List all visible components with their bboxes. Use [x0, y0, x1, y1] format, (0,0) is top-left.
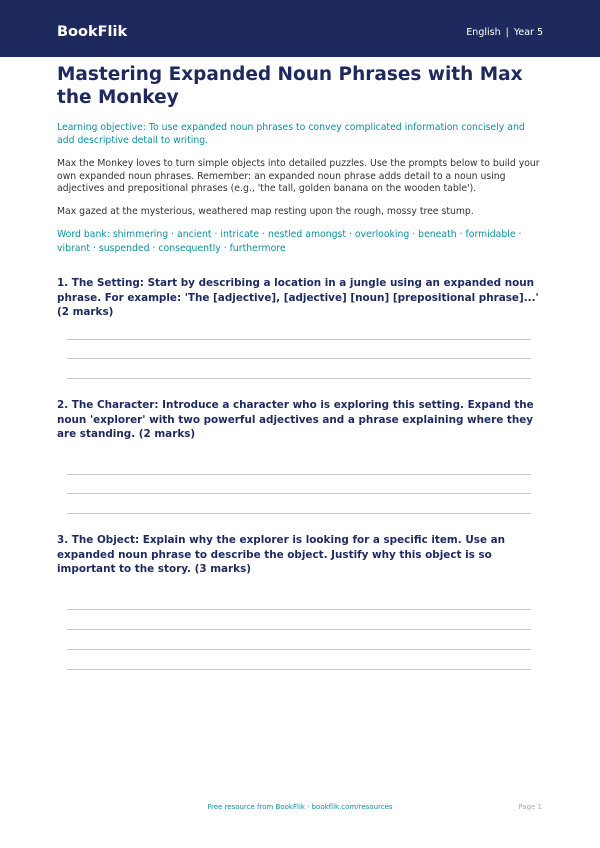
subject-year-label	[466, 27, 543, 39]
answer-line[interactable]	[67, 378, 531, 379]
answer-line[interactable]	[67, 493, 531, 494]
subject-label: English	[466, 27, 501, 38]
answer-line[interactable]	[67, 669, 531, 670]
model-sentence: Max gazed at the mysterious, weathered map resting upon the rough, mossy tree stump.	[57, 205, 474, 217]
page-number: Page 1	[518, 803, 542, 811]
intro-paragraph: Max the Monkey loves to turn simple objects into detailed puzzles. Use the prompts below to build your own expanded noun phrases. Remember: an expanded noun phrase adds detail to a noun using adjectives and prepositional phrases (e.g., 'the tall, golden banana on the wooden table').	[57, 158, 540, 194]
learning-objective: Learning objective: To use expanded noun phrases to convey complicated information concisely and add descriptive detail to writing.	[57, 122, 525, 146]
answer-line[interactable]	[67, 513, 531, 514]
year-label: Year 5	[513, 27, 543, 38]
footer-credit[interactable]: Free resource from BookFlik · bookflik.com/resources	[207, 803, 393, 811]
page-title: Mastering Expanded Noun Phrases with Max the Monkey	[57, 64, 523, 108]
answer-line[interactable]	[67, 629, 531, 630]
answer-line[interactable]	[67, 609, 531, 610]
question-3: 3. The Object: Explain why the explorer is looking for a specific item. Use an expanded noun phrase to describe the object. Justify why this object is so important to the story. (3 marks)	[57, 534, 506, 575]
brand-logo-text[interactable]: BookFlik	[57, 24, 128, 40]
worksheet-intro	[57, 63, 543, 255]
word-bank: Word bank: shimmering · ancient · intricate · nestled amongst · overlooking · beneath · formidable · vibrant · suspended · consequently · furthermore	[57, 229, 522, 254]
answer-line[interactable]	[67, 339, 531, 340]
answer-line[interactable]	[67, 358, 531, 359]
answer-line[interactable]	[67, 649, 531, 650]
separator: |	[505, 27, 509, 38]
question-2: 2. The Character: Introduce a character who is exploring this setting. Expand the noun 'explorer' with two powerful adjectives and a phrase explaining where they are standing. (2 marks)	[57, 399, 534, 440]
answer-line[interactable]	[67, 474, 531, 475]
header-bar	[0, 0, 600, 57]
question-1: 1. The Setting: Start by describing a location in a jungle using an expanded noun phrase. For example: 'The [adjective], [adjective] [noun] [prepositional phrase]...' (2 marks)	[57, 277, 539, 318]
